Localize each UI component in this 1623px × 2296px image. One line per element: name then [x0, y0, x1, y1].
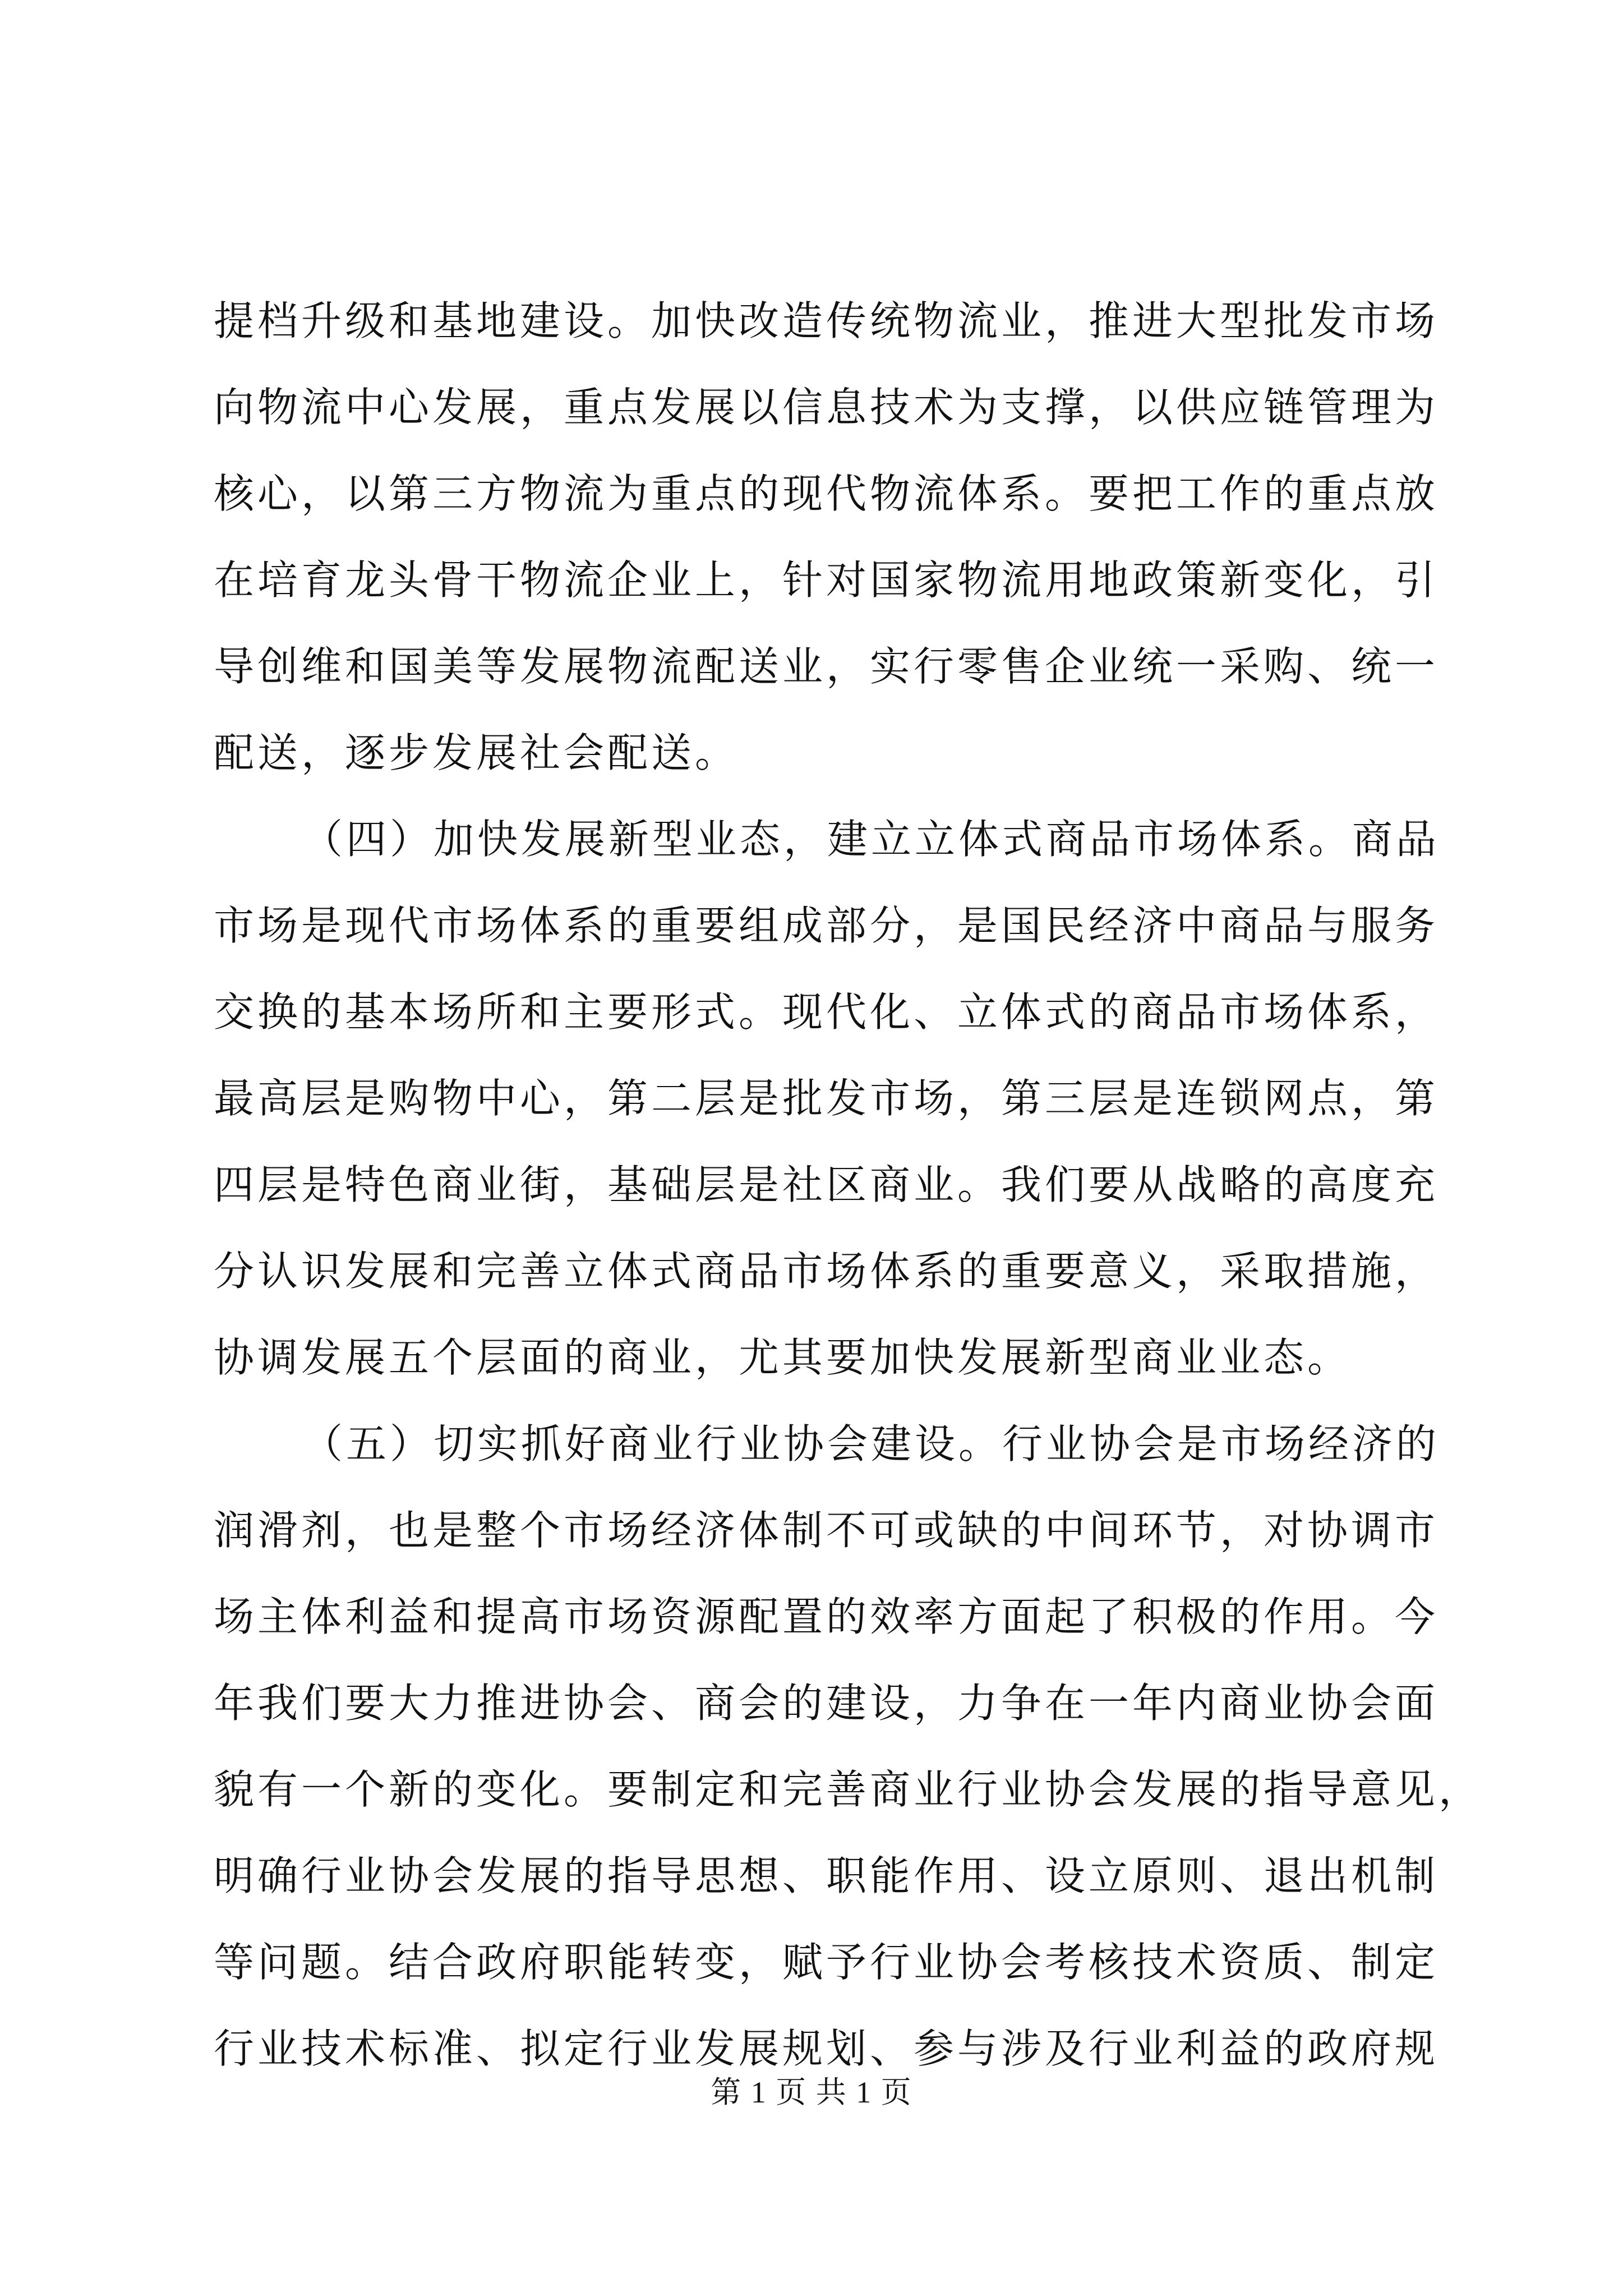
text-line: 分认识发展和完善立体式商品市场体系的重要意义，采取措施，: [214, 1248, 1439, 1295]
text-line: 四层是特色商业街，基础层是社区商业。我们要从战略的高度充: [214, 1161, 1439, 1208]
text-line: 明确行业协会发展的指导思想、职能作用、设立原则、退出机制: [214, 1852, 1439, 1899]
text-line: （五）切实抓好商业行业协会建设。行业协会是市场经济的: [302, 1420, 1440, 1467]
text-line: 在培育龙头骨干物流企业上，针对国家物流用地政策新变化，引: [214, 556, 1439, 604]
text-line: 向物流中心发展，重点发展以信息技术为支撑，以供应链管理为: [214, 384, 1439, 431]
page-footer: 第 1 页 共 1 页: [711, 2076, 912, 2109]
text-line: 协调发展五个层面的商业，尤其要加快发展新型商业业态。: [214, 1334, 1352, 1381]
text-line: 等问题。结合政府职能转变，赋予行业协会考核技术资质、制定: [214, 1939, 1439, 1986]
text-line: （四）加快发展新型业态，建立立体式商品市场体系。商品: [302, 816, 1440, 863]
text-line: 导创维和国美等发展物流配送业，实行零售企业统一采购、统一: [214, 643, 1439, 690]
document-body: [214, 278, 1483, 2092]
text-line: 润滑剂，也是整个市场经济体制不可或缺的中间环节，对协调市: [214, 1507, 1439, 1554]
text-line: 交换的基本场所和主要形式。现代化、立体式的商品市场体系，: [214, 988, 1439, 1036]
text-line: 核心，以第三方物流为重点的现代物流体系。要把工作的重点放: [214, 470, 1439, 517]
text-line: 行业技术标准、拟定行业发展规划、参与涉及行业利益的政府规: [214, 2025, 1439, 2072]
text-line: 场主体利益和提高市场资源配置的效率方面起了积极的作用。今: [214, 1593, 1439, 1640]
text-line: 最高层是购物中心，第二层是批发市场，第三层是连锁网点，第: [214, 1075, 1439, 1122]
text-line: 提档升级和基地建设。加快改造传统物流业，推进大型批发市场: [214, 297, 1439, 344]
text-line: 年我们要大力推进协会、商会的建设，力争在一年内商业协会面: [214, 1680, 1439, 1727]
text-line: 配送，逐步发展社会配送。: [214, 729, 739, 776]
text-line: 市场是现代市场体系的重要组成部分，是国民经济中商品与服务: [214, 902, 1439, 949]
text-line: 貌有一个新的变化。要制定和完善商业行业协会发展的指导意见，: [214, 1766, 1483, 1813]
